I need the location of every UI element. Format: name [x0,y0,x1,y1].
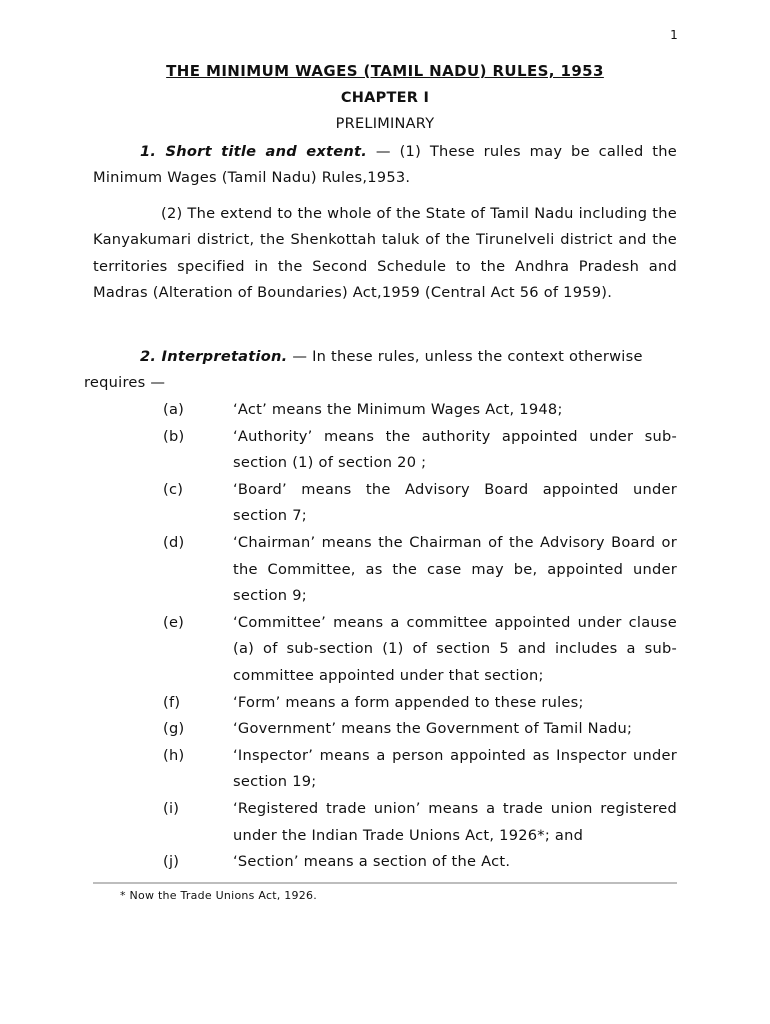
definition-label: (a) [163,401,185,418]
definition-label: (d) [163,533,185,551]
definition-text: ‘Board’ means the Advisory Board appointed under section 7; [233,480,677,525]
definition-label: (j) [163,853,180,871]
rule-1-subrule-2: (2) The extend to the whole of the State of Tamil Nadu including the Kanyakumari district, the Shenkottah taluk of the Tirunelveli district and the territories specified in the Second Schedule to the Andhra Pradesh and Madras (Alteration of Boundaries) Act,1959 (Central Act 56 of 1959). [93,205,677,302]
definition-item [0,849,770,876]
definitions-list [0,397,770,876]
rule-1-heading: 1. Short title and extent. [140,143,368,160]
chapter-heading: CHAPTER I [340,90,430,106]
definition-label: (g) [163,720,185,738]
definition-item [0,397,770,424]
section-heading: PRELIMINARY [335,116,435,132]
definition-text: ‘Form’ means a form appended to these rules; [233,693,584,711]
definition-label: (b) [163,427,185,445]
definition-text: ‘Chairman’ means the Chairman of the Advisory Board or the Committee, as the case may be, appointed under section 9; [233,533,677,605]
definition-item [0,796,770,849]
footnote-divider [93,882,677,884]
definition-item [0,610,770,690]
definition-item [0,743,770,796]
rule-1-paragraph [93,139,677,192]
rule-2-text: — In these rules, unless the context otherwise [287,348,643,365]
definition-label: (f) [163,693,181,711]
definition-label: (c) [163,480,184,498]
rule-1-text: — (1) These rules may be called the Minimum Wages (Tamil Nadu) Rules,1953. [93,143,677,187]
page-number: 1 [670,28,678,42]
definition-text: ‘Registered trade union’ means a trade union registered under the Indian Trade Unions Act, 1926*; and [233,799,677,844]
definition-text: ‘Government’ means the Government of Tamil Nadu; [233,720,633,738]
definition-item [0,716,770,743]
footnote: * Now the Trade Unions Act, 1926. [120,889,318,902]
definition-text: ‘Committee’ means a committee appointed under clause (a) of sub-section (1) of section 5 and includes a sub-committee appointed under that section; [233,613,677,684]
definition-item [0,530,770,610]
document-title: THE MINIMUM WAGES (TAMIL NADU) RULES, 1953 [166,62,604,80]
definition-label: (i) [163,799,180,817]
definition-text: ‘Authority’ means the authority appointed under sub-section (1) of section 20 ; [233,427,677,472]
definition-text: ‘Act’ means the Minimum Wages Act, 1948; [233,401,563,418]
rule-2-paragraph [84,344,677,397]
definition-label: (h) [163,746,185,764]
definition-label: (e) [163,613,185,631]
definition-item [0,690,770,717]
definition-text: ‘Section’ means a section of the Act. [233,853,511,871]
definition-item [0,424,770,477]
rule-2-text-continued: requires — [84,374,166,392]
definition-text: ‘Inspector’ means a person appointed as Inspector under section 19; [233,746,677,791]
definition-item [0,477,770,530]
rule-2-heading: 2. Interpretation. [140,348,288,365]
